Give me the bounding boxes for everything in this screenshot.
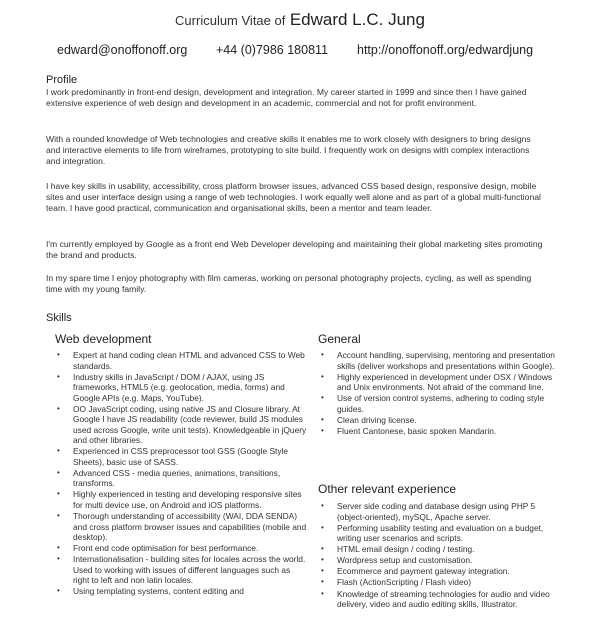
general-heading: General — [318, 332, 361, 346]
cv-name: Edward L.C. Jung — [289, 10, 425, 29]
bullet-icon: • — [321, 350, 324, 359]
list-item: • Account handling, supervising, mentoring and presentation skills (deliver workshops and presentations within Google). — [321, 350, 555, 371]
skills-heading: Skills — [46, 312, 72, 324]
list-item: • Performing usability testing and evaluation on a budget, writing user scenarios and scripts. — [321, 522, 544, 544]
bullet-icon: • — [57, 554, 60, 564]
bullet-icon: • — [57, 586, 60, 596]
profile-paragraph: With a rounded knowledge of Web technologies and creative skills it enables me to work closely with designers to bring designs and interactive elements to life from wireframes, prototyping to site build. I frequently work on designs with complex interactions and integration. — [46, 134, 531, 167]
bullet-icon: • — [57, 467, 60, 477]
profile-paragraph: I'm currently employed by Google as a front end Web Developer developing and maintaining their global marketing sites promoting the brand and products. — [46, 239, 543, 261]
list-item: • Using templating systems, content editing and — [57, 586, 244, 597]
list-item: • Front end code optimisation for best performance. — [57, 543, 259, 554]
list-item: • Experienced in CSS preprocessor tool GSS (Google Style Sheets), basic use of SASS. — [57, 446, 289, 467]
bullet-icon: • — [57, 489, 60, 499]
contact-phone: +44 (0)7986 180811 — [216, 43, 329, 57]
bullet-icon: • — [57, 371, 60, 381]
list-item: • Use of version control systems, adhering to coding style guides. — [321, 393, 545, 414]
list-item: • Ecommerce and payment gateway integration. — [321, 566, 510, 577]
list-item: • Internationalisation - building sites for locales across the world. Used to working with issues of different languages such as right to left and non latin locales. — [57, 554, 306, 586]
web-development-list — [57, 350, 307, 597]
contact-website[interactable]: http://onoffonoff.org/edwardjung — [357, 43, 534, 57]
bullet-icon: • — [57, 543, 60, 553]
bullet-icon: • — [57, 350, 60, 359]
profile-paragraph: I have key skills in usability, accessibility, cross platform browser issues, advanced CSS based design, responsive design, mobile sites and user interface design using a range of web technologies. I work equally well alone and as part of a global multi-functional team. I have good practical, communication and organisational skills, been a mentor and team leader. — [46, 181, 541, 214]
profile-paragraph: I work predominantly in front-end design, development and integration. My career started in 1999 and since then I have gained extensive experience of web design and development in an academic, commercial and not for profit environment. — [46, 87, 527, 109]
bullet-icon: • — [57, 403, 60, 413]
other-experience-list — [321, 501, 561, 610]
bullet-icon: • — [321, 566, 324, 576]
bullet-icon: • — [321, 393, 324, 403]
bullet-icon: • — [321, 371, 324, 381]
list-item: • Industry skills in JavaScript / DOM / AJAX, using JS frameworks, HTML5 (e.g. geolocation, media, forms) and Google APIs (e.g. Maps, YouTube). — [57, 371, 285, 403]
general-list — [321, 350, 561, 437]
list-item: • Advanced CSS - media queries, animations, transitions, transforms. — [57, 467, 281, 489]
list-item: • Knowledge of streaming technologies for audio and video delivery, video and audio editing skills, Illustrator. — [321, 588, 550, 610]
web-development-heading: Web development — [55, 332, 152, 346]
list-item: • Server side coding and database design using PHP 5 (object-oriented), mySQL, Apache server. — [321, 501, 536, 522]
bullet-icon: • — [321, 544, 324, 554]
bullet-icon: • — [321, 522, 324, 532]
bullet-icon: • — [321, 425, 324, 435]
bullet-icon: • — [321, 588, 324, 598]
list-item: • Flash (ActionScripting / Flash video) — [321, 577, 472, 588]
other-experience-heading: Other relevant experience — [318, 482, 457, 496]
cv-title — [0, 10, 600, 30]
list-item: • OO JavaScript coding, using native JS and Closure library. At Google I have JS readability (code reviewer, build JS modules used across Google, write unit tests). Knowledgeable in jQuery and other libraries. — [57, 403, 307, 446]
list-item: • HTML email design / coding / testing. — [321, 544, 475, 555]
list-item: • Thorough understanding of accessibility (WAI, DDA SENDA) and cross platform browser issues and capabilities (mobile and desktop). — [57, 511, 307, 543]
list-item: • Highly experienced in development under OSX / Windows and Unix environments. Not afraid of the command line. — [321, 371, 553, 393]
bullet-icon: • — [321, 577, 324, 587]
bullet-icon: • — [321, 501, 324, 510]
list-item: • Highly experienced in testing and developing responsive sites for multi device use, on Android and iOS platforms. — [57, 489, 302, 510]
profile-paragraph: In my spare time I enjoy photography with film cameras, working on personal photography projects, cycling, as well as spending time with my young family. — [46, 273, 532, 295]
list-item: • Fluent Cantonese, basic spoken Mandarin. — [321, 425, 497, 436]
list-item: • Wordpress setup and customisation. — [321, 555, 473, 566]
bullet-icon: • — [321, 555, 324, 565]
bullet-icon: • — [57, 446, 60, 456]
list-item: • Expert at hand coding clean HTML and advanced CSS to Web standards. — [57, 350, 305, 371]
contact-email[interactable]: edward@onoffonoff.org — [57, 43, 188, 57]
cv-title-prefix: Curriculum Vitae of — [175, 13, 286, 28]
bullet-icon: • — [321, 414, 324, 424]
bullet-icon: • — [57, 511, 60, 521]
profile-heading: Profile — [46, 74, 78, 86]
list-item: • Clean driving license. — [321, 414, 417, 425]
